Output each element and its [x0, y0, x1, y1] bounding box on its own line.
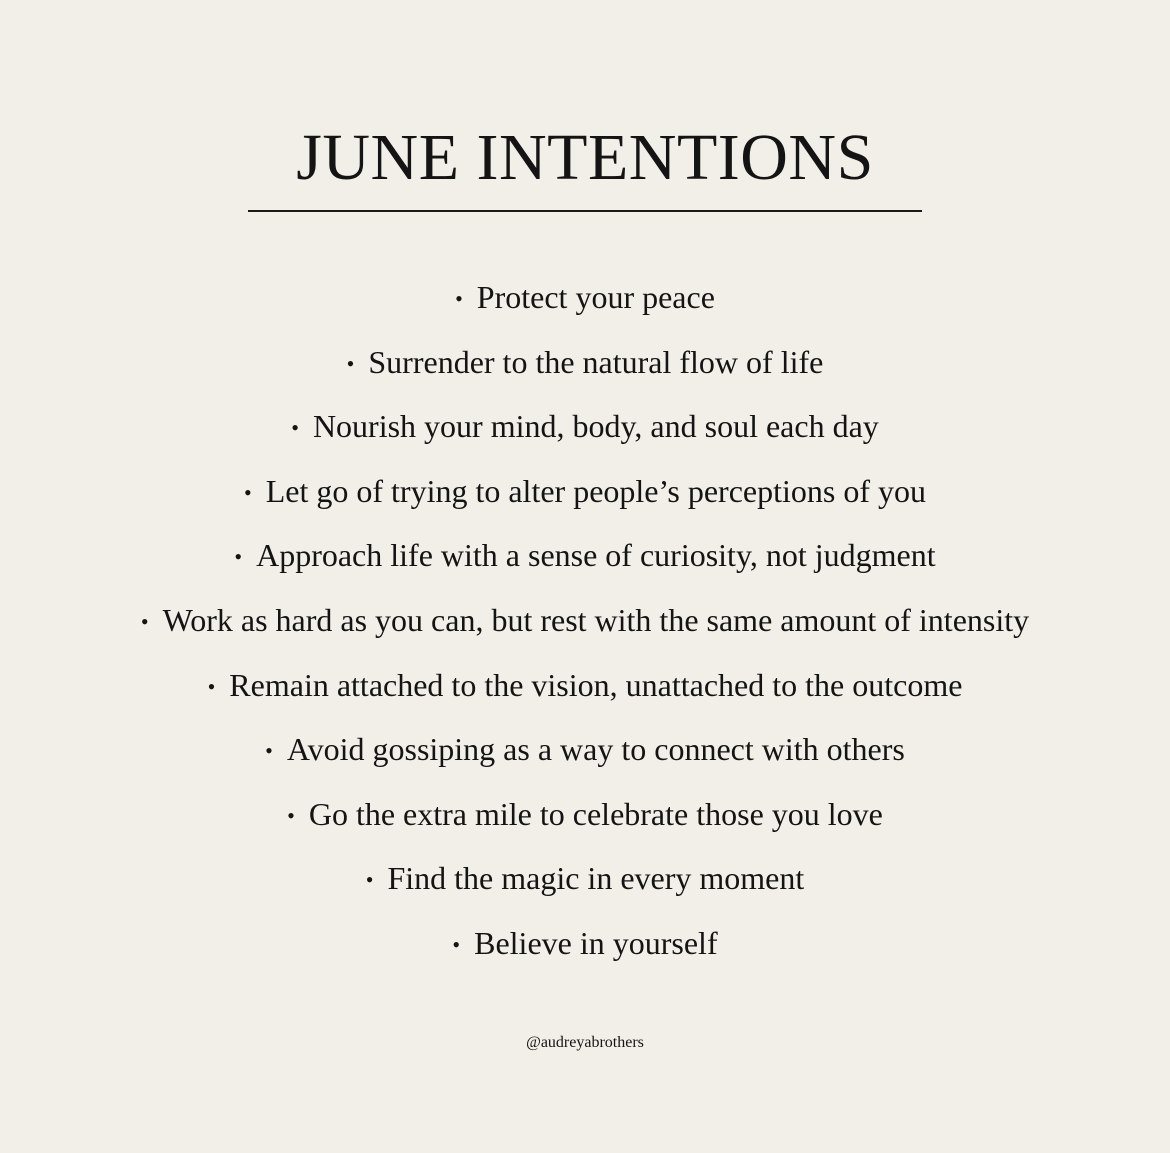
list-item	[0, 789, 1170, 854]
intention-text: Find the magic in every moment	[387, 860, 805, 897]
intentions-list	[0, 272, 1170, 983]
intention-text: Avoid gossiping as a way to connect with others	[286, 731, 905, 768]
intention-text: Remain attached to the vision, unattached to the outcome	[229, 666, 963, 703]
intention-text: Nourish your mind, body, and soul each day	[312, 408, 879, 445]
list-item	[0, 660, 1170, 725]
list-item	[0, 272, 1170, 337]
bullet-icon: •	[265, 738, 273, 764]
bullet-icon: •	[365, 867, 374, 893]
bullet-icon: •	[140, 608, 149, 634]
bullet-icon: •	[244, 479, 252, 505]
list-item	[0, 530, 1170, 595]
bullet-icon: •	[291, 415, 299, 441]
list-item	[0, 466, 1170, 531]
list-item	[0, 337, 1170, 402]
bullet-icon: •	[287, 802, 295, 828]
list-item	[0, 401, 1170, 466]
list-item	[0, 853, 1170, 918]
author-handle: @audreyabrothers	[526, 1034, 644, 1051]
title-underline	[248, 210, 922, 212]
intention-text: Let go of trying to alter people’s perceptions of you	[265, 472, 926, 509]
bullet-icon: •	[346, 350, 355, 376]
intention-text: Go the extra mile to celebrate those you love	[308, 795, 883, 832]
intention-text: Protect your peace	[476, 279, 715, 315]
intention-text: Approach life with a sense of curiosity, not judgment	[256, 537, 936, 574]
list-item	[0, 595, 1170, 660]
bullet-icon: •	[207, 673, 216, 699]
page-title: JUNE INTENTIONS	[296, 121, 874, 194]
intention-text: Believe in yourself	[474, 924, 718, 961]
intention-text: Work as hard as you can, but rest with the same amount of intensity	[162, 601, 1030, 638]
intention-text: Surrender to the natural flow of life	[368, 343, 824, 380]
list-item	[0, 724, 1170, 789]
bullet-icon: •	[455, 286, 463, 311]
list-item	[0, 918, 1170, 983]
bullet-icon: •	[234, 544, 243, 570]
bullet-icon: •	[452, 931, 461, 957]
